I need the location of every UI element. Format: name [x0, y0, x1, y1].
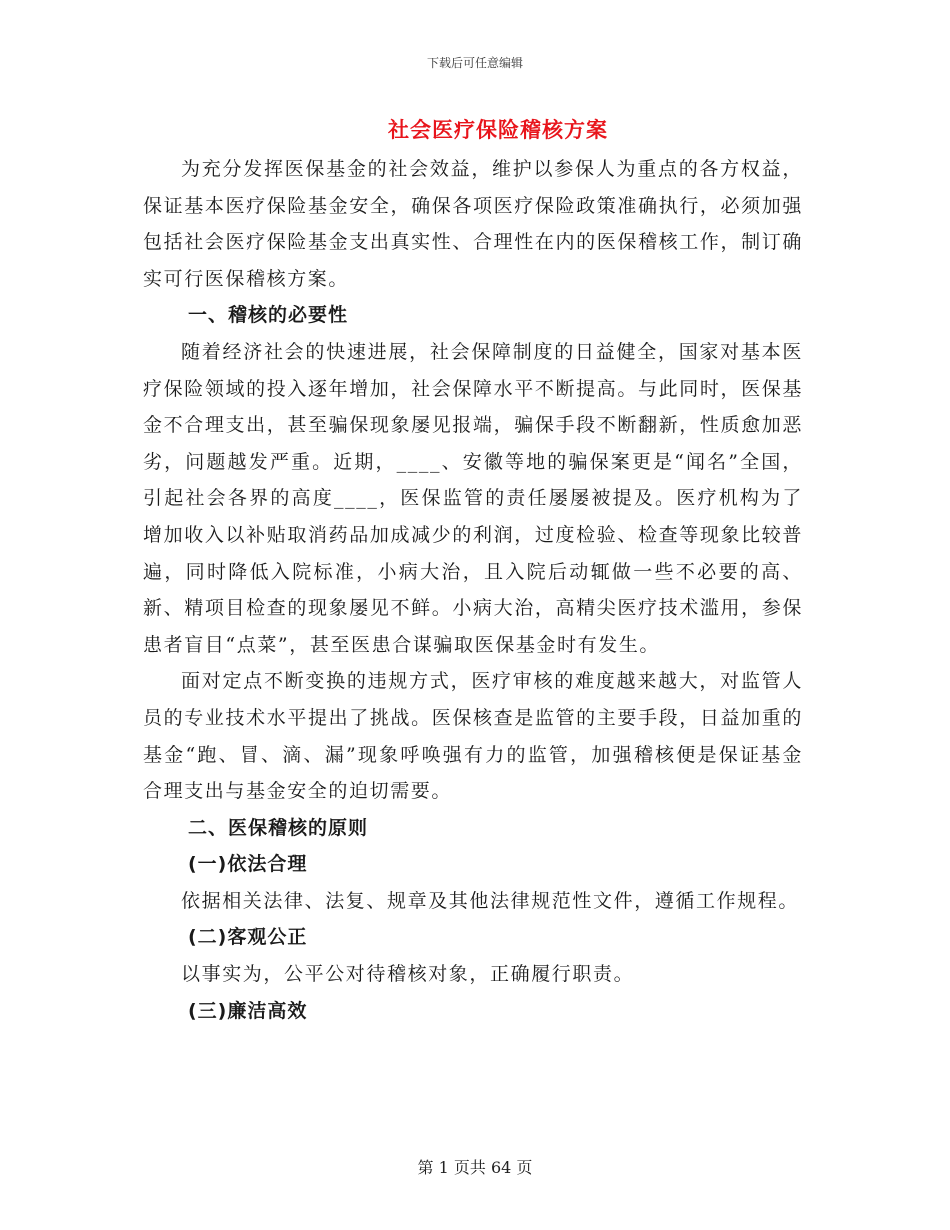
paragraph-necessity-2: 面对定点不断变换的违规方式，医疗审核的难度越来越大，对监管人员的专业技术水平提出了挑战。医保核查是监管的主要手段，日益加重的基金“跑、冒、滴、漏”现象呼唤强有力的监管，加强稽核便是保证基金合理支出与基金安全的迫切需要。 — [143, 670, 803, 803]
page-number: 第 1 页共 64 页 — [417, 1158, 533, 1177]
header-note: 下载后可任意编辑 — [426, 56, 523, 70]
document-body — [143, 151, 803, 1029]
heading-necessity: 一、稽核的必要性 — [188, 304, 349, 327]
subheading-objective: (二)客观公正 — [188, 926, 308, 949]
heading-principles: 二、医保稽核的原则 — [188, 816, 369, 839]
paragraph-objective: 以事实为，公平公对待稽核对象，正确履行职责。 — [181, 963, 635, 986]
paragraph-lawful: 依据相关法律、法复、规章及其他法律规范性文件，遵循工作规程。 — [181, 889, 800, 912]
subheading-integrity: (三)廉洁高效 — [188, 999, 308, 1022]
document-title: 社会医疗保险稽核方案 — [388, 117, 608, 142]
paragraph-intro: 为充分发挥医保基金的社会效益，维护以参保人为重点的各方权益，保证基本医疗保险基金安全，确保各项医疗保险政策准确执行，必须加强包括社会医疗保险基金支出真实性、合理性在内的医保稽核工作，制订确实可行医保稽核方案。 — [143, 158, 803, 290]
subheading-lawful: (一)依法合理 — [188, 853, 308, 876]
paragraph-necessity-1: 随着经济社会的快速进展，社会保障制度的日益健全，国家对基本医疗保险领域的投入逐年增加，社会保障水平不断提高。与此同时，医保基金不合理支出，甚至骗保现象屡见报端，骗保手段不断翻新，性质愈加恶劣，问题越发严重。近期，____、安徽等地的骗保案更是“闻名”全国，引起社会各界的高度____，医保监管的责任屡屡被提及。医疗机构为了增加收入以补贴取消药品加成减少的利润，过度检验、检查等现象比较普遍，同时降低入院标准，小病大治，且入院后动辄做一些不必要的高、新、精项目检查的现象屡见不鲜。小病大治，高精尖医疗技术滥用，参保患者盲目“点菜”，甚至医患合谋骗取医保基金时有发生。 — [143, 340, 803, 656]
